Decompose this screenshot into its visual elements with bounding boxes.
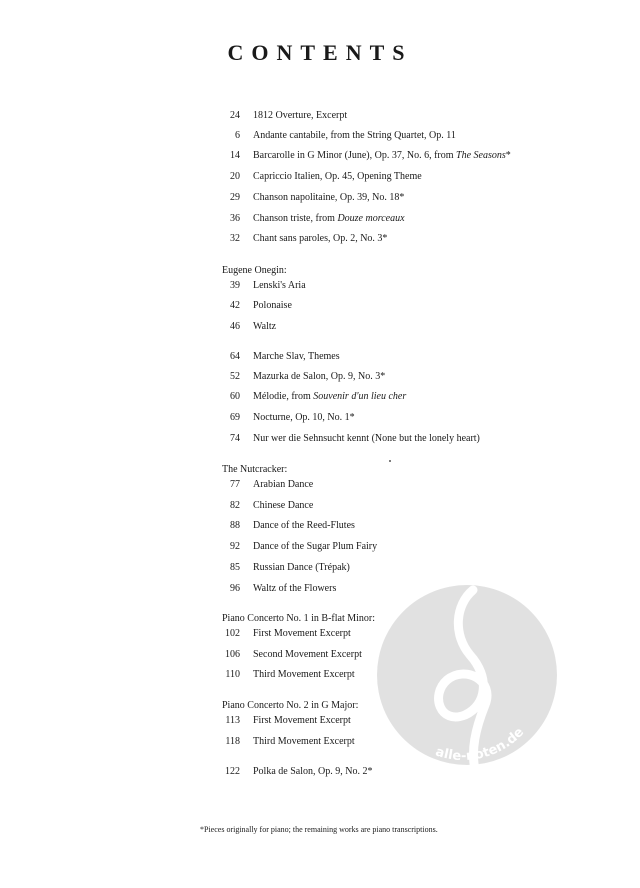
entry-title: Dance of the Sugar Plum Fairy bbox=[253, 541, 378, 552]
group-heading: Eugene Onegin: bbox=[222, 265, 287, 276]
entry-title: Chant sans paroles, Op. 2, No. 3* bbox=[253, 233, 388, 244]
entry-title: Waltz of the Flowers bbox=[253, 583, 337, 594]
entry-title: Third Movement Excerpt bbox=[253, 736, 355, 747]
page-number: 85 bbox=[230, 562, 240, 573]
group-heading: Piano Concerto No. 2 in G Major: bbox=[222, 700, 359, 711]
entry-title bbox=[253, 149, 511, 163]
entry-title: Mazurka de Salon, Op. 9, No. 3* bbox=[253, 371, 386, 382]
entry-title: Chanson napolitaine, Op. 39, No. 18* bbox=[253, 192, 405, 203]
entry-title: Capriccio Italien, Op. 45, Opening Theme bbox=[253, 171, 422, 182]
page-number: 14 bbox=[230, 150, 240, 161]
page-number: 82 bbox=[230, 500, 240, 511]
entry-title-text: Chanson triste, from bbox=[253, 213, 338, 224]
entry-title: Second Movement Excerpt bbox=[253, 649, 362, 660]
entry-title-italic: The Seasons bbox=[456, 150, 506, 161]
page-number: 118 bbox=[225, 736, 240, 747]
entry-title: Arabian Dance bbox=[253, 479, 314, 490]
stray-dot bbox=[389, 460, 391, 462]
footnote: *Pieces originally for piano; the remaining works are piano transcriptions. bbox=[200, 825, 438, 834]
page-number: 113 bbox=[225, 715, 240, 726]
page-number: 36 bbox=[230, 213, 240, 224]
watermark-text: alle-noten.de bbox=[433, 724, 528, 765]
entry-title: Nur wer die Sehnsucht kennt (None but the lonely heart) bbox=[253, 433, 480, 444]
entry-title-text: Barcarolle in G Minor (June), Op. 37, No. 6, from bbox=[253, 150, 457, 161]
entry-title-suffix: * bbox=[505, 150, 511, 161]
entry-title-text: Mélodie, from bbox=[253, 391, 314, 402]
entry-title: Andante cantabile, from the String Quartet, Op. 11 bbox=[253, 130, 456, 141]
page-number: 52 bbox=[230, 371, 240, 382]
page-number: 102 bbox=[225, 628, 240, 639]
page-number: 74 bbox=[230, 433, 240, 444]
entry-title: 1812 Overture, Excerpt bbox=[253, 110, 348, 121]
entry-title: Third Movement Excerpt bbox=[253, 669, 355, 680]
page-number: 122 bbox=[225, 766, 240, 777]
page-number: 106 bbox=[225, 649, 240, 660]
page-number: 42 bbox=[230, 300, 240, 311]
page-number: 46 bbox=[230, 321, 240, 332]
watermark-clef-icon bbox=[375, 555, 560, 795]
entry-title bbox=[253, 212, 405, 226]
entry-title-italic: Douze morceaux bbox=[337, 213, 405, 224]
entry-title bbox=[253, 390, 406, 404]
page-number: 92 bbox=[230, 541, 240, 552]
page-title: CONTENTS bbox=[227, 40, 413, 65]
page-number: 39 bbox=[230, 280, 240, 291]
entry-title: Lenski's Aria bbox=[253, 280, 306, 291]
entry-title: Waltz bbox=[253, 321, 277, 332]
page-number: 96 bbox=[230, 583, 240, 594]
entry-title: Dance of the Reed-Flutes bbox=[253, 520, 355, 531]
entry-title-italic: Souvenir d'un lieu cher bbox=[313, 391, 407, 402]
page-number: 77 bbox=[230, 479, 240, 490]
page-number: 6 bbox=[235, 130, 240, 141]
group-heading: Piano Concerto No. 1 in B-flat Minor: bbox=[222, 613, 376, 624]
entry-title: Polka de Salon, Op. 9, No. 2* bbox=[253, 766, 373, 777]
page-number: 24 bbox=[230, 110, 240, 121]
page-number: 88 bbox=[230, 520, 240, 531]
page-number: 69 bbox=[230, 412, 240, 423]
entry-title: Russian Dance (Trépak) bbox=[253, 562, 350, 573]
page-number: 20 bbox=[230, 171, 240, 182]
entry-title: First Movement Excerpt bbox=[253, 715, 351, 726]
entry-title: Chinese Dance bbox=[253, 500, 314, 511]
page-number: 29 bbox=[230, 192, 240, 203]
group-heading: The Nutcracker: bbox=[222, 464, 288, 475]
entry-title: Polonaise bbox=[253, 300, 292, 311]
page-number: 60 bbox=[230, 391, 240, 402]
entry-title: First Movement Excerpt bbox=[253, 628, 351, 639]
page-number: 110 bbox=[225, 669, 240, 680]
page-number: 32 bbox=[230, 233, 240, 244]
entry-title: Nocturne, Op. 10, No. 1* bbox=[253, 412, 355, 423]
svg-text:alle-noten.de bbox=[434, 725, 528, 764]
entry-title: Marche Slav, Themes bbox=[253, 351, 340, 362]
page-number: 64 bbox=[230, 351, 240, 362]
